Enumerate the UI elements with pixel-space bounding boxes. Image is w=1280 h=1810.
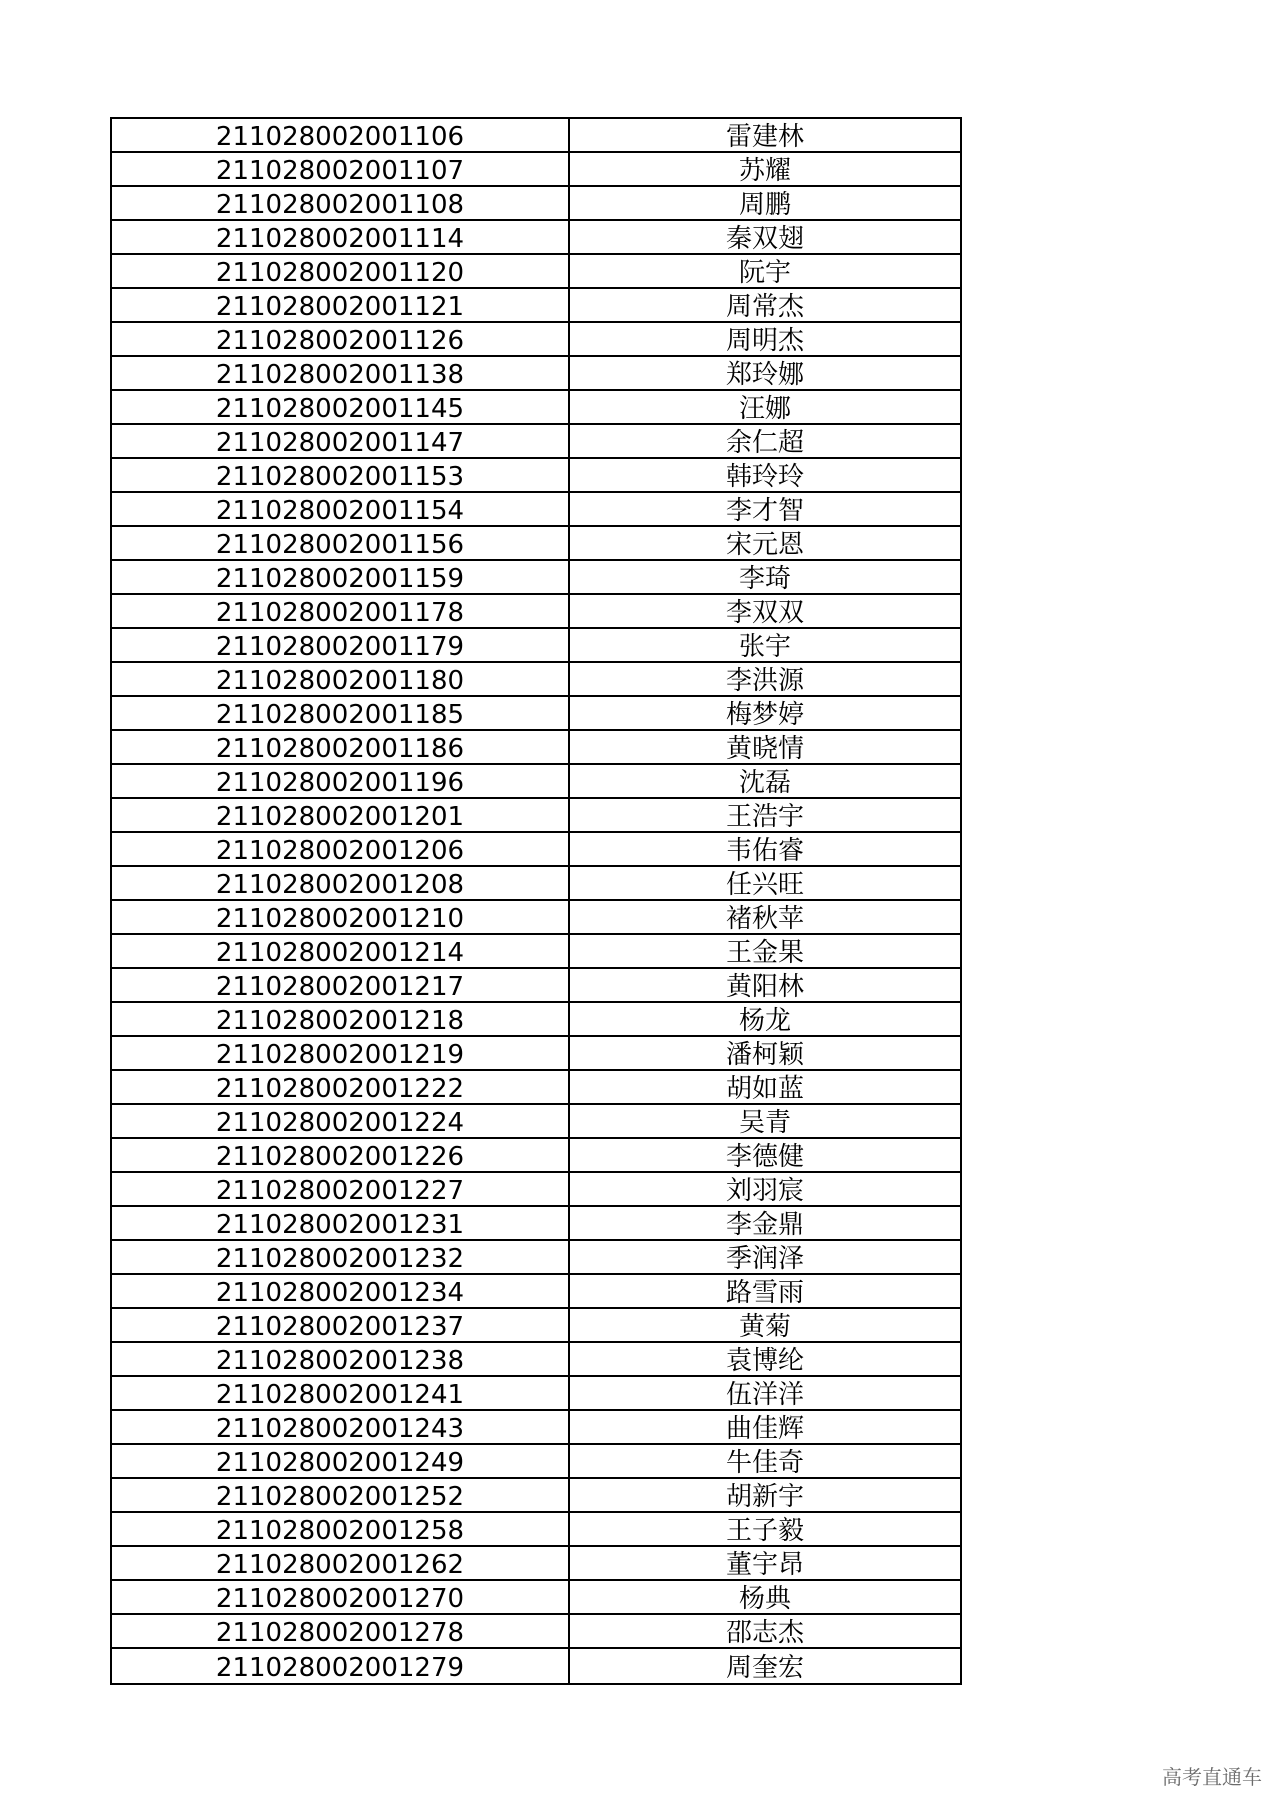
candidate-id-cell: 211028002001159 xyxy=(112,561,570,593)
table-row xyxy=(112,1343,960,1377)
table-row xyxy=(112,1207,960,1241)
candidate-id-cell: 211028002001210 xyxy=(112,901,570,933)
candidate-id-cell: 211028002001108 xyxy=(112,187,570,219)
candidate-name-cell: 周鹏 xyxy=(738,190,791,219)
table-row xyxy=(112,255,960,289)
table-row xyxy=(112,1377,960,1411)
candidate-name-cell: 牛佳奇 xyxy=(725,1448,804,1477)
candidate-id-cell: 211028002001249 xyxy=(112,1445,570,1477)
candidate-name-cell: 韦佑睿 xyxy=(725,836,804,865)
table-row xyxy=(112,1513,960,1547)
candidate-id-cell: 211028002001278 xyxy=(112,1615,570,1647)
candidate-name-cell: 曲佳辉 xyxy=(725,1414,804,1443)
table-row xyxy=(112,765,960,799)
table-row xyxy=(112,1615,960,1649)
candidate-name-cell: 苏耀 xyxy=(738,156,791,185)
table-row xyxy=(112,629,960,663)
table-row xyxy=(112,221,960,255)
candidate-name-cell: 邵志杰 xyxy=(725,1618,804,1647)
candidate-id-cell: 211028002001222 xyxy=(112,1071,570,1103)
candidate-name-cell: 杨典 xyxy=(738,1584,791,1613)
candidate-name-cell: 刘羽宸 xyxy=(725,1176,804,1205)
candidate-id-cell: 211028002001238 xyxy=(112,1343,570,1375)
candidate-name-cell: 余仁超 xyxy=(725,428,804,457)
candidate-id-cell: 211028002001217 xyxy=(112,969,570,1001)
candidate-name-cell: 王子毅 xyxy=(725,1516,804,1545)
candidate-name-cell: 李德健 xyxy=(725,1142,804,1171)
candidate-id-cell: 211028002001147 xyxy=(112,425,570,457)
candidate-id-cell: 211028002001179 xyxy=(112,629,570,661)
candidate-name-cell: 潘柯颖 xyxy=(725,1040,804,1069)
candidate-name-cell: 梅梦婷 xyxy=(725,700,804,729)
table-row xyxy=(112,289,960,323)
candidate-id-cell: 211028002001234 xyxy=(112,1275,570,1307)
table-row xyxy=(112,391,960,425)
table-row xyxy=(112,1071,960,1105)
candidate-name-cell: 杨龙 xyxy=(738,1006,791,1035)
candidate-name-cell: 季润泽 xyxy=(725,1244,804,1273)
candidate-name-cell: 袁博纶 xyxy=(725,1346,804,1375)
candidate-name-cell: 雷建林 xyxy=(725,122,804,151)
candidate-id-cell: 211028002001262 xyxy=(112,1547,570,1579)
candidate-id-cell: 211028002001270 xyxy=(112,1581,570,1613)
candidate-name-cell: 李才智 xyxy=(725,496,804,525)
table-row xyxy=(112,1581,960,1615)
table-row xyxy=(112,561,960,595)
candidate-name-cell: 董宇昂 xyxy=(725,1550,804,1579)
candidate-id-cell: 211028002001121 xyxy=(112,289,570,321)
table-row xyxy=(112,425,960,459)
candidate-name-cell: 伍洋洋 xyxy=(725,1380,804,1409)
candidate-id-cell: 211028002001196 xyxy=(112,765,570,797)
candidate-name-cell: 路雪雨 xyxy=(725,1278,804,1307)
candidate-id-cell: 211028002001227 xyxy=(112,1173,570,1205)
table-row xyxy=(112,493,960,527)
candidate-name-cell: 李双双 xyxy=(725,598,804,627)
table-row xyxy=(112,1411,960,1445)
candidate-name-cell: 李琦 xyxy=(738,564,791,593)
table-row xyxy=(112,119,960,153)
table-row xyxy=(112,1275,960,1309)
candidate-id-cell: 211028002001201 xyxy=(112,799,570,831)
candidate-id-cell: 211028002001153 xyxy=(112,459,570,491)
candidate-id-cell: 211028002001258 xyxy=(112,1513,570,1545)
candidate-id-cell: 211028002001231 xyxy=(112,1207,570,1239)
candidate-id-cell: 211028002001145 xyxy=(112,391,570,423)
candidate-id-cell: 211028002001208 xyxy=(112,867,570,899)
candidate-id-cell: 211028002001206 xyxy=(112,833,570,865)
table-row xyxy=(112,663,960,697)
table-row xyxy=(112,867,960,901)
candidate-id-cell: 211028002001154 xyxy=(112,493,570,525)
candidate-name-cell: 胡新宇 xyxy=(725,1482,804,1511)
table-row xyxy=(112,1037,960,1071)
table-row xyxy=(112,1445,960,1479)
candidate-id-cell: 211028002001114 xyxy=(112,221,570,253)
candidate-id-cell: 211028002001156 xyxy=(112,527,570,559)
candidate-name-cell: 阮宇 xyxy=(738,258,791,287)
table-row xyxy=(112,1547,960,1581)
candidate-id-cell: 211028002001107 xyxy=(112,153,570,185)
table-row xyxy=(112,935,960,969)
candidate-id-cell: 211028002001218 xyxy=(112,1003,570,1035)
table-row xyxy=(112,595,960,629)
table-row xyxy=(112,731,960,765)
table-row xyxy=(112,527,960,561)
table-row xyxy=(112,1105,960,1139)
table-row xyxy=(112,187,960,221)
candidate-id-cell: 211028002001180 xyxy=(112,663,570,695)
candidate-name-cell: 秦双翅 xyxy=(725,224,804,253)
table-row xyxy=(112,153,960,187)
footer-watermark: 高考直通车 xyxy=(1162,1765,1262,1789)
candidate-name-cell: 胡如蓝 xyxy=(725,1074,804,1103)
candidate-name-cell: 汪娜 xyxy=(738,394,791,423)
candidate-name-cell: 黄阳林 xyxy=(725,972,804,1001)
table-row xyxy=(112,357,960,391)
candidate-name-cell: 周明杰 xyxy=(725,326,804,355)
candidate-name-cell: 黄晓情 xyxy=(725,734,804,763)
candidate-id-cell: 211028002001243 xyxy=(112,1411,570,1443)
candidate-id-cell: 211028002001237 xyxy=(112,1309,570,1341)
candidate-name-cell: 李金鼎 xyxy=(725,1210,804,1239)
candidate-name-cell: 王浩宇 xyxy=(725,802,804,831)
candidate-name-cell: 任兴旺 xyxy=(725,870,804,899)
candidate-id-cell: 211028002001252 xyxy=(112,1479,570,1511)
table-row xyxy=(112,1173,960,1207)
candidate-id-cell: 211028002001279 xyxy=(112,1649,570,1683)
candidate-name-cell: 褚秋苹 xyxy=(725,904,804,933)
table-row xyxy=(112,1003,960,1037)
candidate-id-cell: 211028002001214 xyxy=(112,935,570,967)
candidate-name-cell: 沈磊 xyxy=(738,768,791,797)
table-row xyxy=(112,833,960,867)
candidate-id-cell: 211028002001126 xyxy=(112,323,570,355)
table-row xyxy=(112,1649,960,1683)
candidate-name-cell: 韩玲玲 xyxy=(725,462,804,491)
candidate-name-cell: 周常杰 xyxy=(725,292,804,321)
table-row xyxy=(112,969,960,1003)
table-row xyxy=(112,1139,960,1173)
candidate-id-cell: 211028002001120 xyxy=(112,255,570,287)
table-row xyxy=(112,323,960,357)
candidate-id-cell: 211028002001241 xyxy=(112,1377,570,1409)
candidate-id-cell: 211028002001219 xyxy=(112,1037,570,1069)
candidate-id-cell: 211028002001224 xyxy=(112,1105,570,1137)
candidate-id-cell: 211028002001106 xyxy=(112,119,570,151)
candidate-name-cell: 王金果 xyxy=(725,938,804,967)
table-row xyxy=(112,1479,960,1513)
table-row xyxy=(112,1241,960,1275)
candidate-id-cell: 211028002001138 xyxy=(112,357,570,389)
candidate-name-cell: 张宇 xyxy=(738,632,791,661)
table-row xyxy=(112,459,960,493)
candidate-name-cell: 黄菊 xyxy=(738,1312,791,1341)
candidate-id-cell: 211028002001226 xyxy=(112,1139,570,1171)
candidate-id-cell: 211028002001186 xyxy=(112,731,570,763)
candidate-name-cell: 宋元恩 xyxy=(725,530,804,559)
candidate-name-cell: 李洪源 xyxy=(725,666,804,695)
candidate-id-cell: 211028002001185 xyxy=(112,697,570,729)
candidate-name-cell: 周奎宏 xyxy=(725,1653,804,1683)
candidate-name-cell: 吴青 xyxy=(738,1108,791,1137)
candidate-name-cell: 郑玲娜 xyxy=(725,360,804,389)
candidate-id-cell: 211028002001178 xyxy=(112,595,570,627)
candidate-id-cell: 211028002001232 xyxy=(112,1241,570,1273)
table-row xyxy=(112,799,960,833)
roster-table xyxy=(110,117,962,1685)
table-row xyxy=(112,901,960,935)
table-row xyxy=(112,1309,960,1343)
table-row xyxy=(112,697,960,731)
